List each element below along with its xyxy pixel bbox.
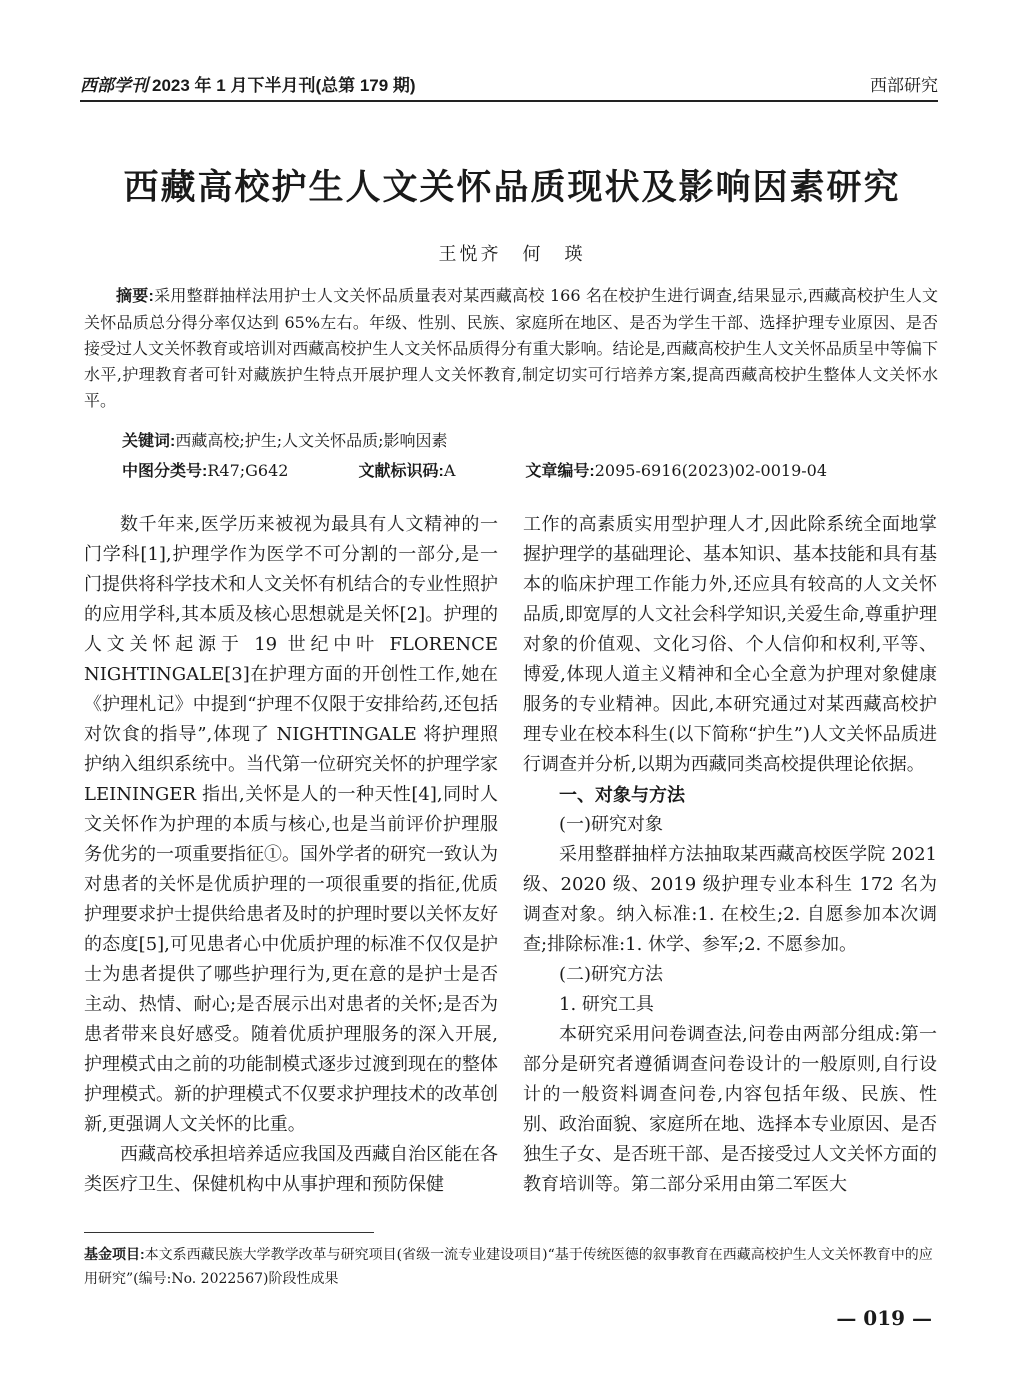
subsection-heading: (一)研究对象	[559, 814, 664, 835]
article-title: 西藏高校护生人文关怀品质现状及影响因素研究	[123, 167, 901, 208]
body-paragraph: 本研究采用问卷调查法,问卷由两部分组成:第一部分是研究者遵循调查问卷设计的一般原则,自行设计的一般资料调查问卷,内容包括年级、民族、性别、政治面貌、家庭所在地、选择本专业原因、是否独生子女、是否班干部、是否接受过人文关怀方面的教育培训等。第二部分采用由第二军医大	[523, 1024, 937, 1195]
footnote-text: 本文系西藏民族大学教学改革与研究项目(省级一流专业建设项目)“基于传统医德的叙事教育在西藏高校护生人文关怀教育中的应用研究”(编号:No. 2022567)阶段性成果	[84, 1247, 933, 1287]
body-paragraph: 采用整群抽样方法抽取某西藏高校医学院 2021 级、2020 级、2019 级护理专业本科生 172 名为调查对象。纳入标准:1. 在校生;2. 自愿参加本次调查;排除标准:1. 休学、参军;2. 不愿参加。	[523, 844, 937, 955]
body-right-column	[523, 510, 937, 1200]
page-number: — 019 —	[836, 1306, 932, 1330]
subsection-heading: (二)研究方法	[559, 964, 664, 985]
keywords	[122, 428, 448, 451]
issue-info: 2023 年 1 月下半月刊(总第 179 期)	[152, 76, 416, 95]
clc-value: R47;G642	[207, 461, 289, 480]
section-heading: 一、对象与方法	[559, 785, 685, 805]
section-name: 西部研究	[870, 76, 938, 95]
footnote-label: 基金项目:	[84, 1246, 145, 1262]
subsection-heading: 1. 研究工具	[559, 994, 654, 1015]
article-no-label: 文章编号:	[525, 463, 595, 480]
journal-logo: 西部学刊	[80, 76, 148, 96]
keywords-text: 西藏高校;护生;人文关怀品质;影响因素	[175, 431, 448, 450]
abstract-label: 摘要:	[116, 288, 154, 305]
body-paragraph: 数千年来,医学历来被视为最具有人文精神的一门学科[1],护理学作为医学不可分割的一部分,是一门提供将科学技术和人文关怀有机结合的专业性照护的应用学科,其本质及核心思想就是关怀[2]。护理的人文关怀起源于 19 世纪中叶 FLORENCE NIGHTINGALE[3]在护理方面的开创性工作,她在《护理札记》中提到“护理不仅限于安排给药,还包括对饮食的指导”,体现了 NIGHTINGALE 将护理照护纳入组织系统中。当代第一位研究关怀的护理学家 LEININGER 指出,关怀是人的一种天性[4],同时人文关怀作为护理的本质与核心,也是当前评价护理服务优劣的一项重要指征①。国外学者的研究一致认为对患者的关怀是优质护理的一项很重要的指征,优质护理要求护士提供给患者及时的护理时要以关怀友好的态度[5],可见患者心中优质护理的标准不仅仅是护士为患者提供了哪些护理行为,更在意的是护士是否主动、热情、耐心;是否展示出对患者的关怀;是否为患者带来良好感受。随着优质护理服务的深入开展,护理模式由之前的功能制模式逐步过渡到现在的整体护理模式。新的护理模式不仅要求护理技术的改革创新,更强调人文关怀的比重。	[84, 514, 498, 1135]
doc-code-label: 文献标识码:	[358, 463, 444, 480]
doc-code-value: A	[443, 461, 456, 480]
classification-row	[122, 458, 897, 481]
abstract-text: 采用整群抽样法用护士人文关怀品质量表对某西藏高校 166 名在校护生进行调查,结果显示,西藏高校护生人文关怀品质总分得分率仅达到 65%左右。年级、性别、民族、家庭所在地区、是否为学生干部、选择护理专业原因、是否接受过人文关怀教育或培训对西藏高校护生人文关怀品质得分有重大影响。结论是,西藏高校护生人文关怀品质呈中等偏下水平,护理教育者可针对藏族护生特点开展护理人文关怀教育,制定切实可行培养方案,提高西藏高校护生整体人文关怀水平。	[84, 286, 938, 410]
keywords-label: 关键词:	[122, 433, 176, 450]
authors: 王悦齐 何 瑛	[438, 244, 586, 265]
clc-label: 中图分类号:	[122, 463, 208, 480]
footnote-divider	[84, 1232, 374, 1233]
abstract	[84, 283, 938, 414]
body-paragraph: 工作的高素质实用型护理人才,因此除系统全面地掌握护理学的基础理论、基本知识、基本技能和具有基本的临床护理工作能力外,还应具有较高的人文关怀品质,即宽厚的人文社会科学知识,关爱生命,尊重护理对象的价值观、文化习俗、个人信仰和权利,平等、博爱,体现人道主义精神和全心全意为护理对象健康服务的专业精神。因此,本研究通过对某西藏高校护理专业在校本科生(以下简称“护生”)人文关怀品质进行调查并分析,以期为西藏同类高校提供理论依据。	[523, 514, 937, 775]
header-left	[80, 71, 416, 100]
body-left-column	[84, 510, 498, 1200]
footnote	[84, 1242, 938, 1291]
body-paragraph: 西藏高校承担培养适应我国及西藏自治区能在各类医疗卫生、保健机构中从事护理和预防保健	[84, 1144, 498, 1195]
article-no-value: 2095-6916(2023)02-0019-04	[594, 461, 828, 480]
running-header	[80, 70, 938, 102]
